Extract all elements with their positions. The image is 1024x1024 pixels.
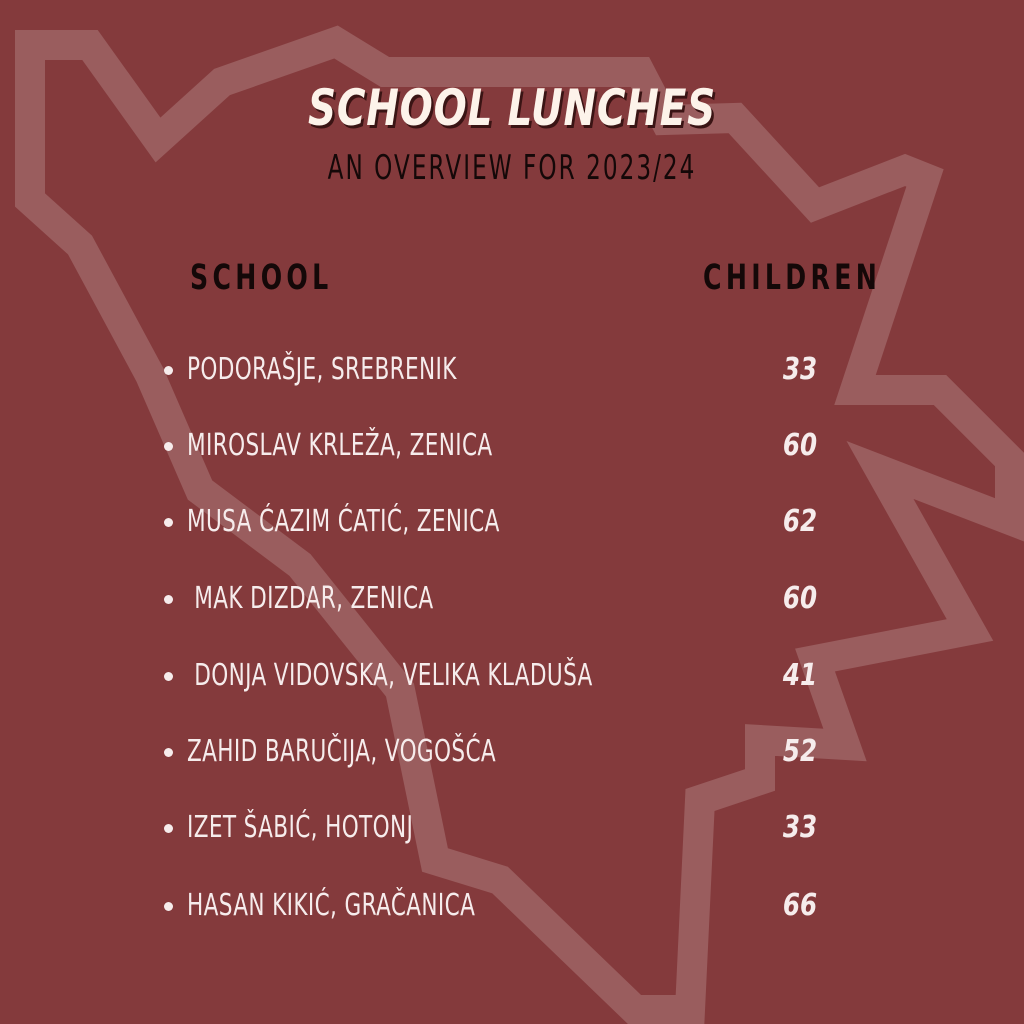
- bullet-icon: [164, 366, 173, 375]
- children-count: 41: [782, 658, 818, 693]
- school-name: IZET ŠABIĆ, HOTONJ: [187, 810, 414, 845]
- page-title: SCHOOL LUNCHES: [307, 79, 717, 137]
- list-item: [0, 730, 1024, 774]
- children-count: 33: [782, 810, 818, 845]
- children-count: 60: [782, 581, 818, 616]
- bullet-icon: [164, 672, 173, 681]
- bullet-icon: [164, 748, 173, 757]
- school-name: MAK DIZDAR, ZENICA: [187, 581, 434, 616]
- bullet-icon: [164, 902, 173, 911]
- children-count: 52: [782, 734, 818, 769]
- children-count: 33: [782, 352, 818, 387]
- column-header-children: CHILDREN: [703, 258, 882, 298]
- school-name: MIROSLAV KRLEŽA, ZENICA: [187, 428, 493, 463]
- page-subtitle: AN OVERVIEW FOR 2023/24: [327, 148, 697, 188]
- school-name: DONJA VIDOVSKA, VELIKA KLADUŠA: [187, 658, 593, 693]
- list-item: [0, 806, 1024, 850]
- school-name: ZAHID BARUČIJA, VOGOŠĆA: [187, 734, 497, 769]
- list-item: [0, 424, 1024, 468]
- list-item: [0, 348, 1024, 392]
- bullet-icon: [164, 824, 173, 833]
- list-item: [0, 654, 1024, 698]
- column-header-school: SCHOOL: [190, 258, 333, 298]
- list-item: [0, 500, 1024, 544]
- children-count: 60: [782, 428, 818, 463]
- bullet-icon: [164, 442, 173, 451]
- school-name: HASAN KIKIĆ, GRAČANICA: [187, 888, 476, 923]
- list-item: [0, 577, 1024, 621]
- school-name: MUSA ĆAZIM ĆATIĆ, ZENICA: [187, 504, 500, 539]
- bullet-icon: [164, 595, 173, 604]
- bullet-icon: [164, 518, 173, 527]
- children-count: 62: [782, 504, 818, 539]
- list-item: [0, 884, 1024, 928]
- school-name: PODORAŠJE, SREBRENIK: [187, 352, 457, 387]
- children-count: 66: [782, 888, 818, 923]
